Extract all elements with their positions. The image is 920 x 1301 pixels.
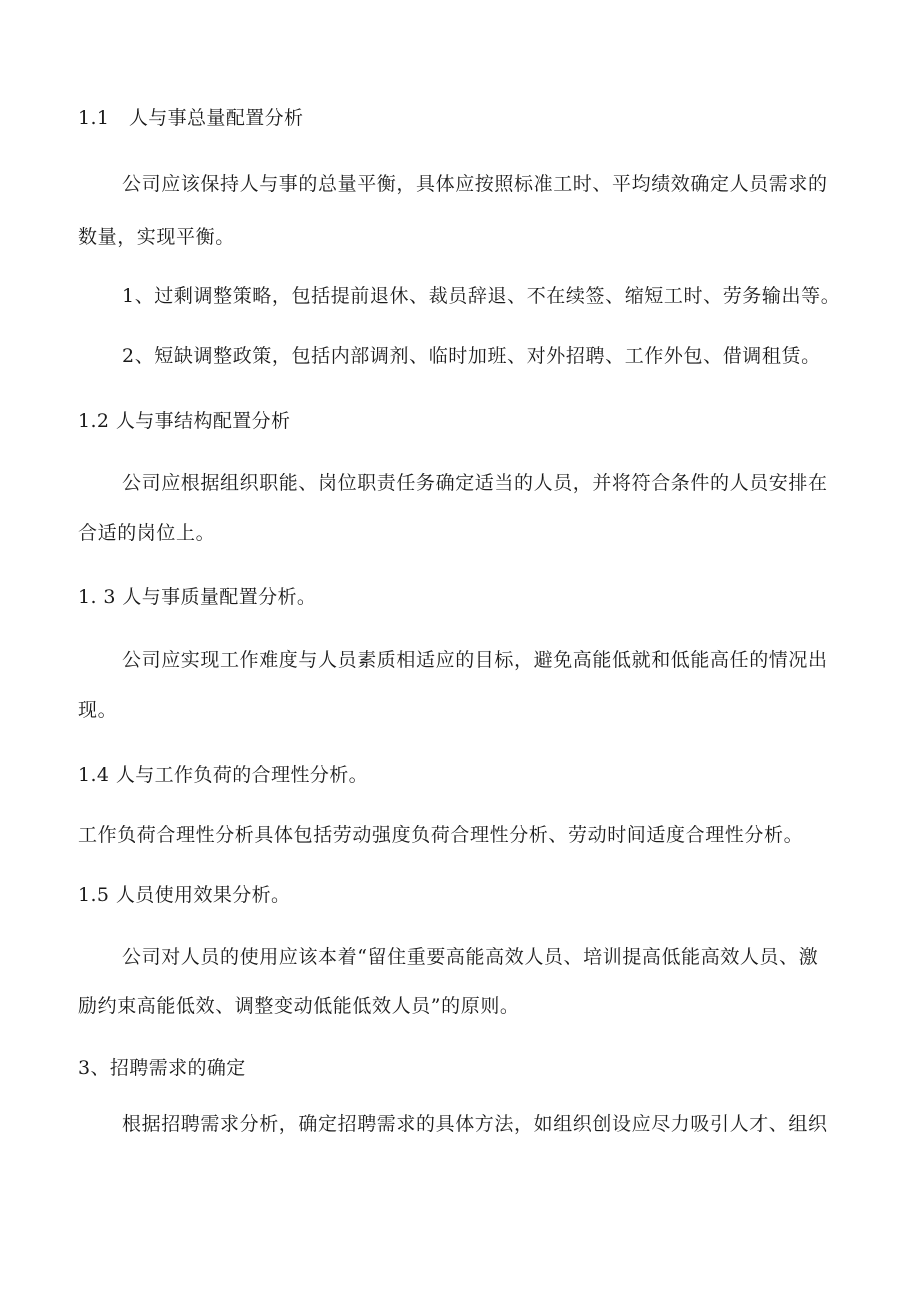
paragraph-line: 公司应该保持人与事的总量平衡，具体应按照标准工时、平均绩效确定人员需求的 xyxy=(122,173,828,195)
heading-1-5: 1.5 人员使用效果分析。 xyxy=(78,884,291,906)
paragraph-line: 合适的岗位上。 xyxy=(78,522,216,544)
paragraph-line: 工作负荷合理性分析具体包括劳动强度负荷合理性分析、劳动时间适度合理性分析。 xyxy=(78,824,804,846)
list-item-1: 1、过剩调整策略，包括提前退休、裁员辞退、不在续签、缩短工时、劳务输出等。 xyxy=(122,285,841,307)
paragraph-line: 公司对人员的使用应该本着“留住重要高能高效人员、培训提高低能高效人员、激 xyxy=(122,946,819,968)
heading-1-3: 1. 3 人与事质量配置分析。 xyxy=(78,586,317,608)
paragraph-line: 公司应实现工作难度与人员素质相适应的目标，避免高能低就和低能高任的情况出 xyxy=(122,649,828,671)
heading-1-2: 1.2 人与事结构配置分析 xyxy=(78,410,291,432)
paragraph-line: 现。 xyxy=(78,699,118,721)
paragraph-line: 励约束高能低效、调整变动低能低效人员”的原则。 xyxy=(78,995,520,1017)
heading-1-4: 1.4 人与工作负荷的合理性分析。 xyxy=(78,764,369,786)
list-item-2: 2、短缺调整政策，包括内部调剂、临时加班、对外招聘、工作外包、借调租赁。 xyxy=(122,345,821,367)
paragraph-line: 数量，实现平衡。 xyxy=(78,226,235,248)
heading-3: 3、招聘需求的确定 xyxy=(78,1057,246,1079)
paragraph-line: 根据招聘需求分析，确定招聘需求的具体方法，如组织创设应尽力吸引人才、组织 xyxy=(122,1113,828,1135)
heading-1-1: 1.1 人与事总量配置分析 xyxy=(78,107,304,129)
paragraph-line: 公司应根据组织职能、岗位职责任务确定适当的人员，并将符合条件的人员安排在 xyxy=(122,472,828,494)
